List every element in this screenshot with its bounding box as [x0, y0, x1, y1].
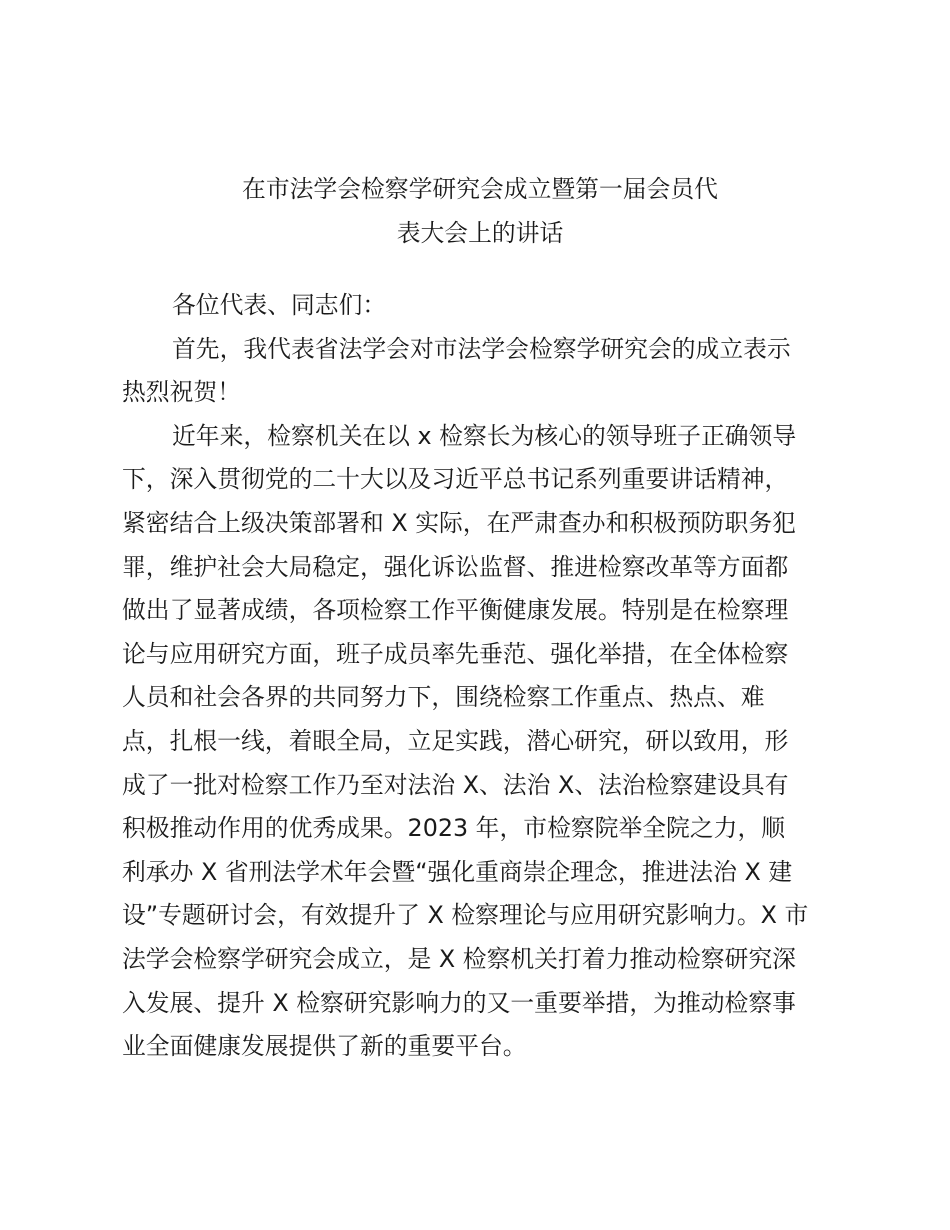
text-line: 各位代表、同志们： [172, 291, 387, 319]
document-body [122, 284, 827, 1069]
text-line: 入发展、提升 X 检察研究影响力的又一重要举措，为推动检察事 [122, 988, 796, 1017]
text-line: 成了一批对检察工作乃至对法治 X、法治 X、法治检察建设具有 [122, 770, 789, 799]
title-line: 表大会上的讲话 [396, 218, 564, 247]
text-line: 热烈祝贺！ [122, 378, 241, 407]
text-line: 论与应用研究方面，班子成员率先垂范、强化举措，在全体检察 [122, 639, 789, 668]
title-line: 在市法学会检察学研究会成立暨第一届会员代 [242, 175, 718, 203]
text-line: 首先，我代表省法学会对市法学会检察学研究会的成立表示 [172, 334, 791, 363]
text-line: 下，深入贯彻党的二十大以及习近平总书记系列重要讲话精神， [122, 465, 789, 494]
document-title [125, 168, 835, 255]
text-line: 业全面健康发展提供了新的重要平台。 [122, 1032, 527, 1061]
salutation-paragraph [122, 284, 827, 328]
text-line: 利承办 X 省刑法学术年会暨“强化重商崇企理念，推进法治 X 建 [122, 857, 793, 886]
text-line: 紧密结合上级决策部署和 X 实际，在严肃查办和积极预防职务犯 [122, 508, 796, 537]
text-line: 近年来，检察机关在以 x 检察长为核心的领导班子正确领导 [172, 421, 797, 450]
text-line: 做出了显著成绩，各项检察工作平衡健康发展。特别是在检察理 [122, 596, 789, 625]
text-line: 人员和社会各界的共同努力下，围绕检察工作重点、热点、难 [122, 683, 765, 712]
text-line: 点，扎根一线，着眼全局，立足实践，潜心研究，研以致用，形 [122, 726, 789, 755]
main-paragraph [122, 415, 827, 1069]
text-line: 法学会检察学研究会成立，是 X 检察机关打着力推动检察研究深 [122, 944, 796, 973]
congratulation-paragraph [122, 328, 827, 415]
text-line: 罪，维护社会大局稳定，强化诉讼监督、推进检察改革等方面都 [122, 552, 789, 581]
text-line: 积极推动作用的优秀成果。2023 年，市检察院举全院之力，顺 [122, 814, 786, 843]
text-line: 设”专题研讨会，有效提升了 X 检察理论与应用研究影响力。X 市 [122, 901, 809, 930]
